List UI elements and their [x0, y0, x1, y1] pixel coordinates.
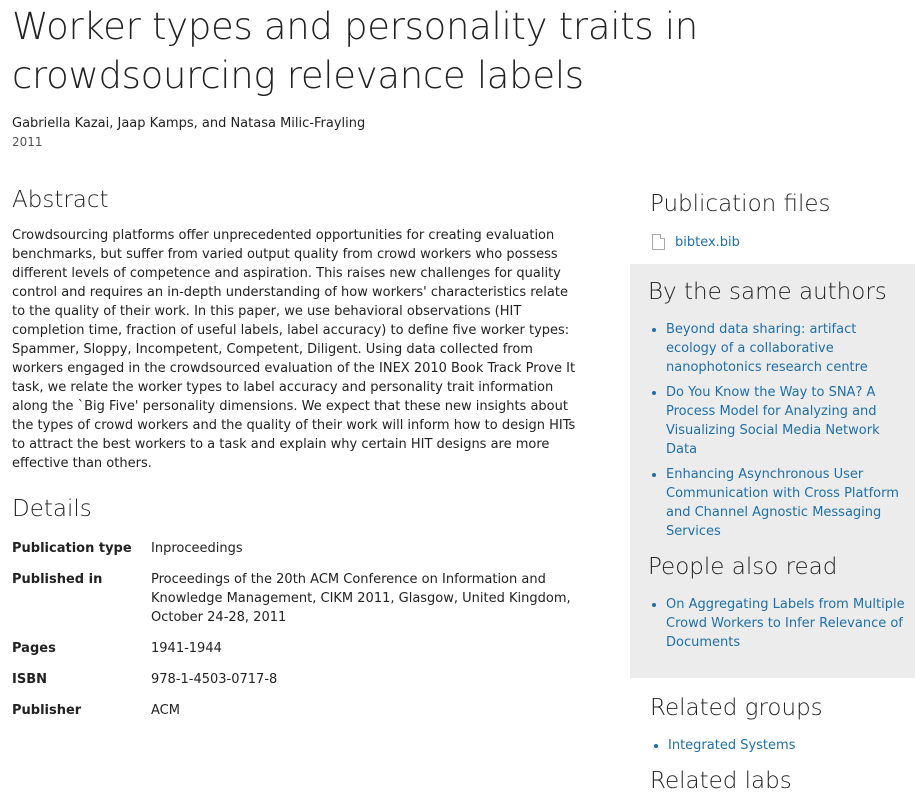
related-reading-panel — [630, 264, 915, 678]
related-group-link[interactable]: Integrated Systems — [668, 738, 796, 753]
abstract-text: Crowdsourcing platforms offer unprecedented opportunities for creating evaluation benchmarks, but suffer from varied output quality from crowd workers who possess different levels of competence and aspiration. This raises new challenges for quality control and requires an in-depth understanding of how workers' characteristics relate to the quality of their work. In this paper, we use behavioral observations (HIT completion time, fraction of useful labels, label accuracy) to define five worker types: Spammer, Sloppy, Incompetent, Competent, Diligent. Using data collected from workers engaged in the crowdsourced evaluation of the INEX 2010 Book Track Prove It task, we relate the worker types to label accuracy and personality trait information along the `Big Five' personality dimensions. We expect that these new insights about the types of crowd workers and the quality of their work will inform how to design HITs to attract the best workers to a task and explain why certain HIT designs are more effective than others. — [12, 228, 576, 471]
details-row — [12, 570, 581, 639]
details-value: 978-1-4503-0717-8 — [151, 672, 278, 687]
details-value: 1941-1944 — [151, 641, 222, 656]
same-authors-heading: By the same authors — [648, 279, 887, 305]
also-read-list — [648, 595, 905, 652]
page-title: Worker types and personality traits in crowdsourcing relevance labels — [12, 5, 698, 97]
same-authors-link[interactable]: Beyond data sharing: artifact ecology of a collaborative nanophotonics research centre — [666, 322, 868, 375]
file-icon — [652, 234, 665, 250]
authors-line: Gabriella Kazai, Jaap Kamps, and Natasa Milic-Frayling — [12, 116, 366, 131]
details-heading: Details — [12, 496, 92, 522]
details-label: Publisher — [12, 703, 82, 718]
publication-year: 2011 — [12, 135, 43, 149]
details-row — [12, 670, 581, 701]
list-item — [666, 320, 905, 377]
publication-files-heading: Publication files — [650, 191, 831, 217]
file-row — [650, 232, 915, 252]
related-groups-list — [650, 736, 915, 755]
details-value: Proceedings of the 20th ACM Conference on Information and Knowledge Management, CIKM 2011, Glasgow, United Kingdom, October 24-28, 2011 — [151, 572, 571, 625]
sidebar — [630, 188, 915, 797]
details-row — [12, 701, 581, 732]
main-content — [12, 184, 582, 732]
details-label: Published in — [12, 572, 103, 587]
related-groups-section — [630, 678, 915, 755]
related-groups-heading: Related groups — [650, 695, 823, 721]
related-labs-heading: Related labs — [650, 768, 792, 794]
same-authors-list — [648, 320, 905, 541]
details-label: Publication type — [12, 541, 132, 556]
bibtex-file-link[interactable]: bibtex.bib — [675, 234, 740, 250]
same-authors-link[interactable]: Enhancing Asynchronous User Communication with Cross Platform and Channel Agnostic Messaging Services — [666, 467, 899, 539]
also-read-heading: People also read — [648, 554, 838, 580]
also-read-link[interactable]: On Aggregating Labels from Multiple Crowd Workers to Infer Relevance of Documents — [666, 597, 905, 650]
abstract-heading: Abstract — [12, 187, 109, 213]
details-value: ACM — [151, 703, 180, 718]
same-authors-link[interactable]: Do You Know the Way to SNA? A Process Model for Analyzing and Visualizing Social Media Network Data — [666, 385, 880, 457]
details-row — [12, 639, 581, 670]
list-item — [666, 383, 905, 459]
details-table — [12, 539, 581, 732]
details-label: Pages — [12, 641, 56, 656]
details-value: Inproceedings — [151, 541, 243, 556]
list-item — [668, 736, 915, 755]
details-row — [12, 539, 581, 570]
details-label: ISBN — [12, 672, 47, 687]
list-item — [666, 465, 905, 541]
related-labs-section — [630, 761, 915, 797]
publication-files-section — [630, 188, 915, 252]
list-item — [666, 595, 905, 652]
